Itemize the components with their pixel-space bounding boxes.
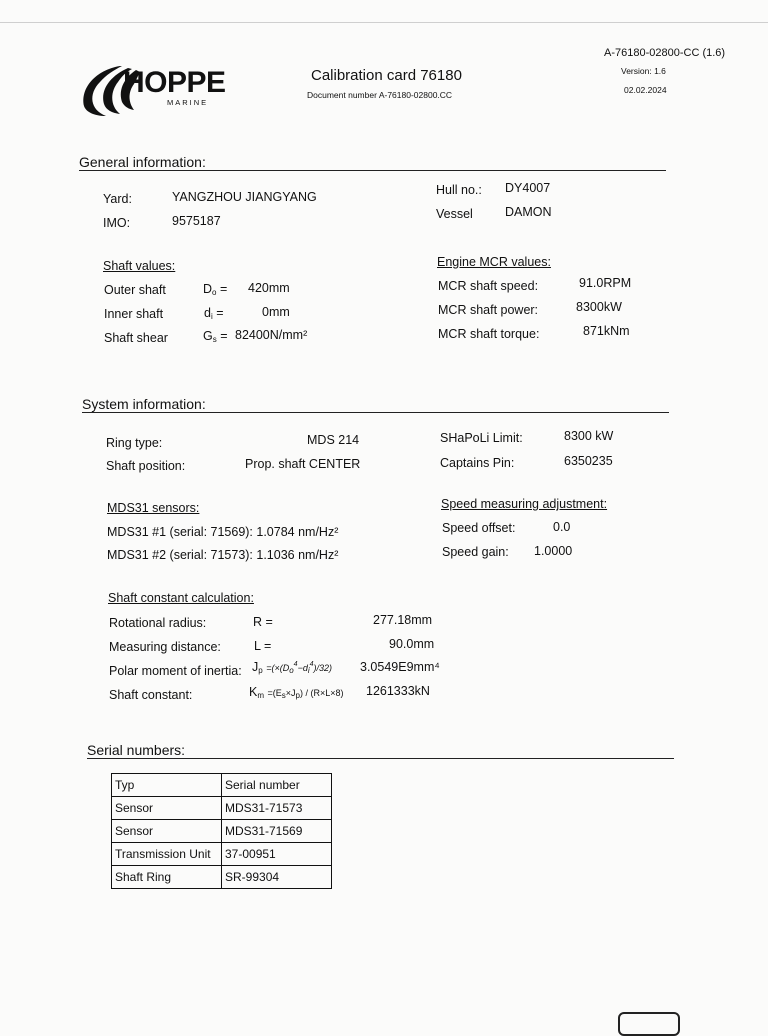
mcr-speed-label: MCR shaft speed: bbox=[438, 279, 539, 293]
outer-shaft-label: Outer shaft bbox=[104, 283, 166, 297]
document-title: Calibration card 76180 bbox=[311, 67, 462, 84]
mcr-power-value-group bbox=[576, 300, 622, 314]
shaft-shear-unit: N/mm² bbox=[269, 328, 308, 342]
rotational-radius-label: Rotational radius: bbox=[109, 616, 207, 630]
vessel-value: DAMON bbox=[505, 205, 552, 219]
imo-value: 9575187 bbox=[172, 214, 221, 228]
ring-type-label: Ring type: bbox=[106, 436, 163, 450]
column-header-typ: Typ bbox=[112, 774, 222, 797]
hull-label: Hull no.: bbox=[436, 183, 482, 197]
shaft-values-heading: Shaft values: bbox=[103, 259, 176, 273]
mcr-speed-unit: RPM bbox=[603, 276, 632, 290]
shaft-shear-sym: G bbox=[203, 329, 213, 343]
logo-subtext: MARINE bbox=[167, 98, 209, 107]
inner-shaft-label: Inner shaft bbox=[104, 307, 164, 321]
speed-offset-value: 0.0 bbox=[553, 520, 571, 534]
table-cell-serial: MDS31-71569 bbox=[222, 820, 332, 843]
document-number: Document number A-76180-02800.CC bbox=[307, 90, 453, 100]
polar-moment-unit: mm⁴ bbox=[413, 660, 440, 674]
table-row bbox=[112, 843, 332, 866]
captains-pin-label: Captains Pin: bbox=[440, 456, 515, 470]
rotational-radius-value-group bbox=[373, 613, 432, 627]
serial-numbers-rule bbox=[87, 758, 674, 759]
mcr-speed-value-group bbox=[579, 276, 631, 290]
outer-shaft-sym: D bbox=[203, 282, 213, 296]
inner-shaft-symbol bbox=[204, 306, 224, 321]
mds31-sensors-heading: MDS31 sensors: bbox=[107, 501, 200, 515]
mds31-sensor-1: MDS31 #1 (serial: 71569): 1.0784 nm/Hz² bbox=[107, 525, 339, 539]
mds31-sensor-2: MDS31 #2 (serial: 71573): 1.1036 nm/Hz² bbox=[107, 548, 339, 562]
inner-shaft-unit: mm bbox=[268, 305, 290, 319]
table-cell-typ: Shaft Ring bbox=[112, 866, 222, 889]
mcr-torque-unit: kNm bbox=[603, 324, 630, 338]
page-corner-mark bbox=[618, 1012, 680, 1036]
imo-label: IMO: bbox=[103, 216, 131, 230]
yard-value: YANGZHOU JIANGYANG bbox=[172, 190, 317, 204]
general-information-rule bbox=[79, 170, 666, 171]
inner-shaft-value-group bbox=[262, 305, 290, 319]
document-date: 02.02.2024 bbox=[624, 85, 667, 95]
measuring-distance-value: 90.0 bbox=[389, 637, 414, 651]
table-header-row bbox=[112, 774, 332, 797]
serial-numbers-table bbox=[111, 773, 332, 889]
shaft-position-label: Shaft position: bbox=[106, 459, 186, 473]
outer-shaft-sub: o bbox=[212, 288, 217, 297]
yard-label: Yard: bbox=[103, 192, 132, 206]
logo-swoosh-outer bbox=[83, 66, 122, 116]
shaft-shear-value: 82400 bbox=[235, 328, 270, 342]
measuring-distance-unit: mm bbox=[413, 637, 435, 651]
shapoli-value: 8300 kW bbox=[564, 429, 614, 443]
shaft-constant-unit: kN bbox=[414, 684, 430, 698]
speed-gain-value: 1.0000 bbox=[534, 544, 573, 558]
serial-numbers-heading: Serial numbers: bbox=[87, 742, 186, 758]
polar-moment-label: Polar moment of inertia: bbox=[109, 664, 242, 678]
speed-offset-label: Speed offset: bbox=[442, 521, 516, 535]
vessel-label: Vessel bbox=[436, 207, 473, 221]
general-information-heading: General information: bbox=[79, 154, 206, 170]
logo-text: HOPPE bbox=[123, 66, 226, 99]
system-information-rule bbox=[82, 412, 669, 413]
inner-shaft-eq: = bbox=[216, 306, 224, 320]
ring-type-value: MDS 214 bbox=[307, 433, 360, 447]
inner-shaft-sym: d bbox=[204, 306, 211, 320]
table-cell-typ: Transmission Unit bbox=[112, 843, 222, 866]
shapoli-label: SHaPoLi Limit: bbox=[440, 431, 523, 445]
measuring-distance-label: Measuring distance: bbox=[109, 640, 221, 654]
polar-moment-value-group bbox=[360, 660, 440, 674]
measuring-distance-value-group bbox=[389, 637, 434, 651]
shaft-shear-sub: s bbox=[212, 335, 217, 344]
shaft-shear-symbol bbox=[203, 329, 228, 344]
shaft-shear-label: Shaft shear bbox=[104, 331, 168, 345]
table-cell-serial: MDS31-71573 bbox=[222, 797, 332, 820]
polar-moment-value: 3.0549E9 bbox=[360, 660, 414, 674]
shaft-constant-value-group bbox=[366, 684, 430, 698]
mcr-torque-value-group bbox=[583, 324, 630, 338]
table-row bbox=[112, 866, 332, 889]
document-version: Version: 1.6 bbox=[621, 66, 666, 76]
mcr-speed-value: 91.0 bbox=[579, 276, 604, 290]
captains-pin-value: 6350235 bbox=[564, 454, 613, 468]
polar-moment-formula: $J_p =(\times(Do^4-di^4)/32)$ bbox=[252, 660, 333, 675]
shaft-constant-label: Shaft constant: bbox=[109, 688, 193, 702]
scan-edge-line bbox=[0, 22, 768, 23]
outer-shaft-value-group bbox=[248, 281, 290, 295]
rotational-radius-symbol: R = bbox=[253, 615, 273, 629]
shaft-shear-eq: = bbox=[220, 329, 228, 343]
speed-adjustment-heading: Speed measuring adjustment: bbox=[441, 497, 608, 511]
shaft-constant-heading: Shaft constant calculation: bbox=[108, 591, 254, 605]
measuring-distance-symbol: L = bbox=[254, 639, 272, 653]
shaft-constant-value: 1261333 bbox=[366, 684, 415, 698]
column-header-serial-number: Serial number bbox=[222, 774, 332, 797]
mcr-power-label: MCR shaft power: bbox=[438, 303, 539, 317]
speed-gain-label: Speed gain: bbox=[442, 545, 509, 559]
hull-value: DY4007 bbox=[505, 181, 551, 195]
table-cell-typ: Sensor bbox=[112, 797, 222, 820]
mcr-power-value: 8300 bbox=[576, 300, 604, 314]
inner-shaft-sub: i bbox=[210, 312, 213, 321]
table-row bbox=[112, 797, 332, 820]
rotational-radius-value: 277.18 bbox=[373, 613, 412, 627]
outer-shaft-eq: = bbox=[219, 282, 228, 296]
engine-mcr-heading: Engine MCR values: bbox=[437, 255, 551, 269]
outer-shaft-value: 420 bbox=[248, 281, 269, 295]
inner-shaft-value: 0 bbox=[262, 305, 269, 319]
mcr-torque-value: 871 bbox=[583, 324, 604, 338]
table-cell-typ: Sensor bbox=[112, 820, 222, 843]
table-cell-serial: 37-00951 bbox=[222, 843, 332, 866]
outer-shaft-symbol bbox=[203, 282, 227, 297]
shaft-constant-formula: $K_m =(Es\times Jp) / (R\times L\times 8)$ bbox=[249, 685, 344, 700]
system-information-heading: System information: bbox=[82, 396, 206, 412]
outer-shaft-unit: mm bbox=[268, 281, 290, 295]
shaft-position-value: Prop. shaft CENTER bbox=[245, 457, 361, 471]
rotational-radius-unit: mm bbox=[411, 613, 433, 627]
table-row bbox=[112, 820, 332, 843]
table-cell-serial: SR-99304 bbox=[222, 866, 332, 889]
mcr-power-unit: kW bbox=[603, 300, 622, 314]
document-code: A-76180-02800-CC (1.6) bbox=[604, 47, 726, 59]
mcr-torque-label: MCR shaft torque: bbox=[438, 327, 540, 341]
shaft-shear-value-group bbox=[235, 328, 307, 342]
